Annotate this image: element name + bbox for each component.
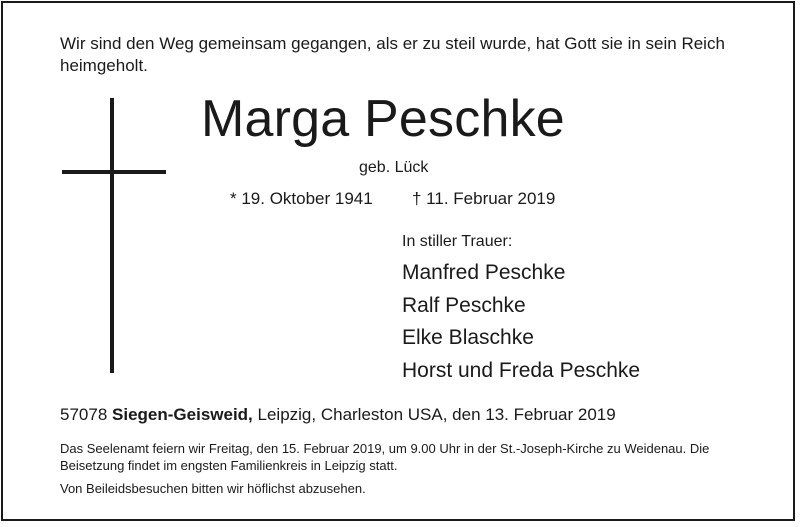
death-date: † 11. Februar 2019: [412, 189, 556, 208]
intro-verse: Wir sind den Weg gemeinsam gegangen, als er zu steil wurde, hat Gott sie in sein Reich heimgeholt.: [60, 34, 725, 75]
mourner-name: Ralf Peschke: [402, 293, 526, 317]
mourner-name: Horst und Freda Peschke: [402, 358, 641, 382]
cross-icon: [110, 98, 114, 373]
birth-date: * 19. Oktober 1941: [230, 189, 373, 208]
mourner-name: Manfred Peschke: [402, 261, 566, 284]
cross-icon-bar: [62, 170, 166, 174]
place-date-rest: Leipzig, Charleston USA, den 13. Februar 2019: [257, 405, 616, 424]
place-and-date: [60, 404, 616, 426]
mourners-list: [402, 257, 640, 387]
service-details: Das Seelenamt feiern wir Freitag, den 15. Februar 2019, um 9.00 Uhr in der St.-Joseph-Kirche zu Weidenau. Die Beisetzung findet im engsten Familienkreis in Leipzig statt.: [60, 441, 710, 473]
condolence-note: Von Beileidsbesuchen bitten wir höflichst abzusehen.: [60, 481, 366, 496]
mourning-label: In stiller Trauer:: [402, 233, 513, 250]
mourner-name: Elke Blaschke: [402, 326, 534, 349]
city-name: Siegen-Geisweid,: [112, 405, 253, 424]
postal-code: 57078: [60, 405, 108, 424]
deceased-name: Marga Peschke: [201, 90, 565, 148]
maiden-name: geb. Lück: [359, 159, 429, 176]
